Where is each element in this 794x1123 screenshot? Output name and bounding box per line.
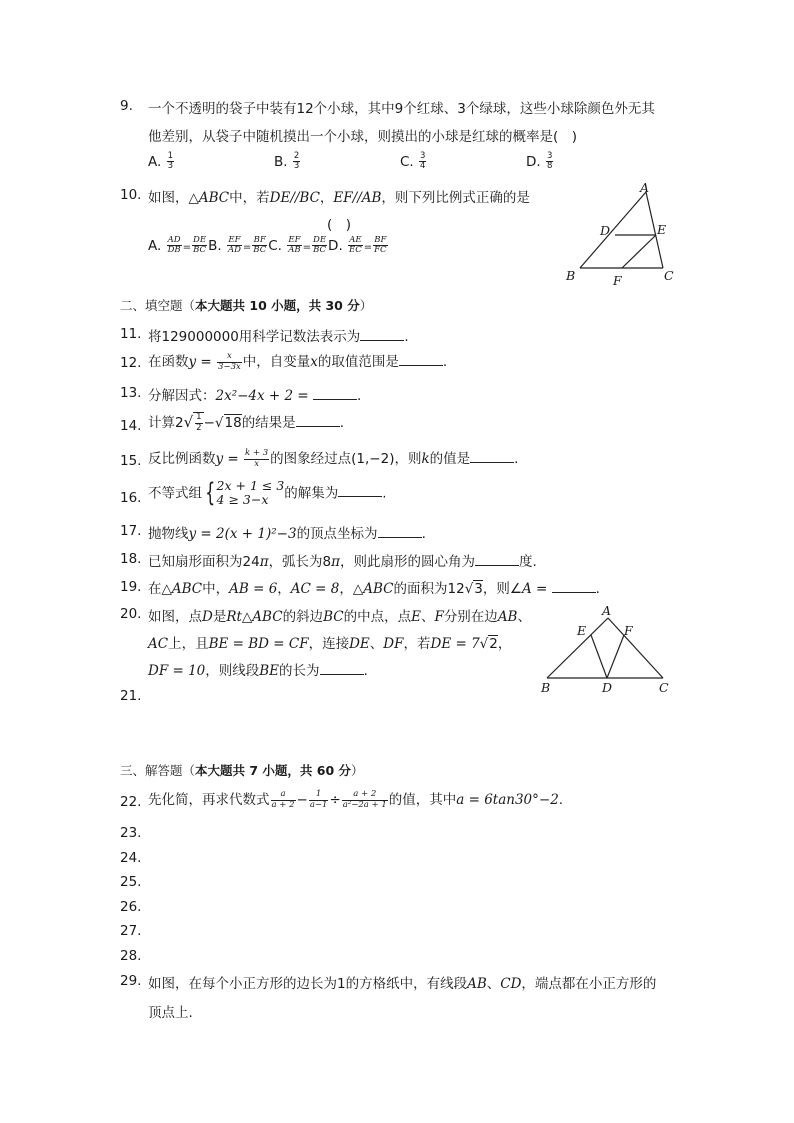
q10-option-b: B. $\frac{EF}{AD}$ = $\frac{BF}{BC}$ [208, 235, 267, 256]
q10-stem: 如图，△ABC中，若DE//BC，EF//AB，则下列比例式正确的是 [148, 190, 530, 206]
q19-number: 19. [120, 579, 142, 595]
label-a: A [602, 603, 612, 618]
q11-text: 将129000000用科学记数法表示为 . [148, 329, 409, 345]
q18-number: 18. [120, 551, 142, 567]
answer-blank [296, 415, 340, 427]
answer-blank [320, 663, 364, 675]
q10-option-d: D. $\frac{AE}{EC}$ = $\frac{BF}{FC}$ [328, 235, 387, 256]
answer-blank [470, 451, 514, 463]
q11-number: 11. [120, 326, 142, 342]
segment-df [607, 635, 624, 678]
q15-text: 反比例函数y = $\frac{k + 3}{x}$ 的图象经过点(1,−2)，则k的值是 . [148, 448, 519, 469]
answer-blank [338, 485, 382, 497]
label-c: C [659, 680, 669, 695]
q20-line1: 如图，点D是Rt△ABC的斜边BC的中点，点E、F分别在边AB、 [148, 609, 531, 625]
q13-number: 13. [120, 385, 142, 401]
label-f: F [613, 273, 622, 288]
q9-number: 9. [120, 98, 133, 114]
q20-triangle-figure [535, 600, 685, 700]
answer-blank [360, 329, 404, 341]
segment-ac [608, 618, 663, 678]
answer-blank [552, 581, 596, 593]
answer-blank [378, 526, 422, 538]
q22-number: 22. [120, 794, 142, 810]
q10-options [148, 236, 389, 256]
label-e: E [657, 222, 667, 237]
q24-number: 24. [120, 850, 142, 866]
q10-number: 10. [120, 187, 142, 203]
q16-number: 16. [120, 490, 142, 506]
q19-text: 在△ABC中，AB = 6，AC = 8，△ABC的面积为12√3，则∠A = . [148, 581, 600, 597]
q10-option-c: C. $\frac{EF}{AB}$ = $\frac{DE}{BC}$ [268, 235, 327, 256]
q29-number: 29. [120, 973, 142, 989]
q14-text: 计算2√ $\frac{1}{2}$ −√18的结果是 . [148, 412, 344, 433]
q17-text: 抛物线y = 2(x + 1)²−3的顶点坐标为 . [148, 526, 426, 542]
label-d: D [602, 680, 613, 695]
answer-blank [399, 354, 443, 366]
label-b: B [541, 680, 551, 695]
q22-text: 先化简，再求代数式 $\frac{a}{a + 2}$ − $\frac{1}{a-1}$ ÷ $\frac{a + 2}{\text{a²−2a + 1}}$ 的值，其中a = 6tan30°−2. [148, 789, 564, 810]
q27-number: 27. [120, 923, 142, 939]
segment-ef [622, 235, 656, 268]
q9-option-d: D. $\frac{3}{8}$ [526, 151, 553, 172]
q25-number: 25. [120, 874, 142, 890]
label-a: A [640, 180, 650, 195]
q29-line2: 顶点上. [148, 1005, 193, 1021]
q9-option-b: B. $\frac{2}{3}$ [274, 151, 300, 172]
q10-triangle-figure [560, 180, 685, 290]
answer-blank [475, 554, 519, 566]
q15-number: 15. [120, 453, 142, 469]
label-d: D [600, 223, 611, 238]
q23-number: 23. [120, 825, 142, 841]
label-b: B [566, 268, 576, 283]
answer-blank [313, 388, 357, 400]
q9-option-c: C. $\frac{3}{4}$ [400, 151, 426, 172]
q17-number: 17. [120, 523, 142, 539]
q14-number: 14. [120, 418, 142, 434]
label-f: F [624, 623, 633, 638]
q12-text: 在函数y = $\frac{x}{3-3x}$ 中，自变量x的取值范围是 . [148, 351, 448, 372]
q10-option-a: A. $\frac{AD}{DB}$ = $\frac{DE}{BC}$ [148, 235, 207, 256]
q21-number: 21. [120, 688, 142, 704]
q12-number: 12. [120, 355, 142, 371]
label-c: C [664, 268, 674, 283]
q18-text: 已知扇形面积为24π，弧长为8π，则此扇形的圆心角为 度. [148, 554, 537, 570]
q9-line1: 一个不透明的袋子中装有12个小球，其中9个红球、3个绿球，这些小球除颜色外无其 [148, 101, 655, 117]
q13-text: 分解因式：2x²−4x + 2 = . [148, 388, 362, 404]
segment-de [591, 635, 607, 678]
label-e: E [577, 623, 587, 638]
q16-text: 不等式组 { 2x + 1 ≤ 3 4 ≥ 3−x 的解集为 . [148, 478, 387, 509]
q10-paren: ( ) [327, 217, 352, 233]
q29-line1: 如图，在每个小正方形的边长为1的方格纸中，有线段AB、CD，端点都在小正方形的 [148, 976, 657, 992]
q26-number: 26. [120, 899, 142, 915]
q20-number: 20. [120, 606, 142, 622]
section3-heading: 三、解答题（本大题共 7 小题，共 60 分） [120, 763, 364, 778]
q20-line2: AC上，且BE = BD = CF，连接DE、DF，若DE = 7√2， [148, 636, 512, 652]
q28-number: 28. [120, 948, 142, 964]
q9-line2: 他差别，从袋子中随机摸出一个小球，则摸出的小球是红球的概率是( ) [148, 129, 578, 145]
q9-option-a: A. $\frac{1}{3}$ [148, 151, 174, 172]
q20-line3: DF = 10，则线段BE的长为 . [148, 663, 368, 679]
segment-ab [580, 192, 646, 268]
section2-heading: 二、填空题（本大题共 10 小题，共 30 分） [120, 298, 373, 313]
